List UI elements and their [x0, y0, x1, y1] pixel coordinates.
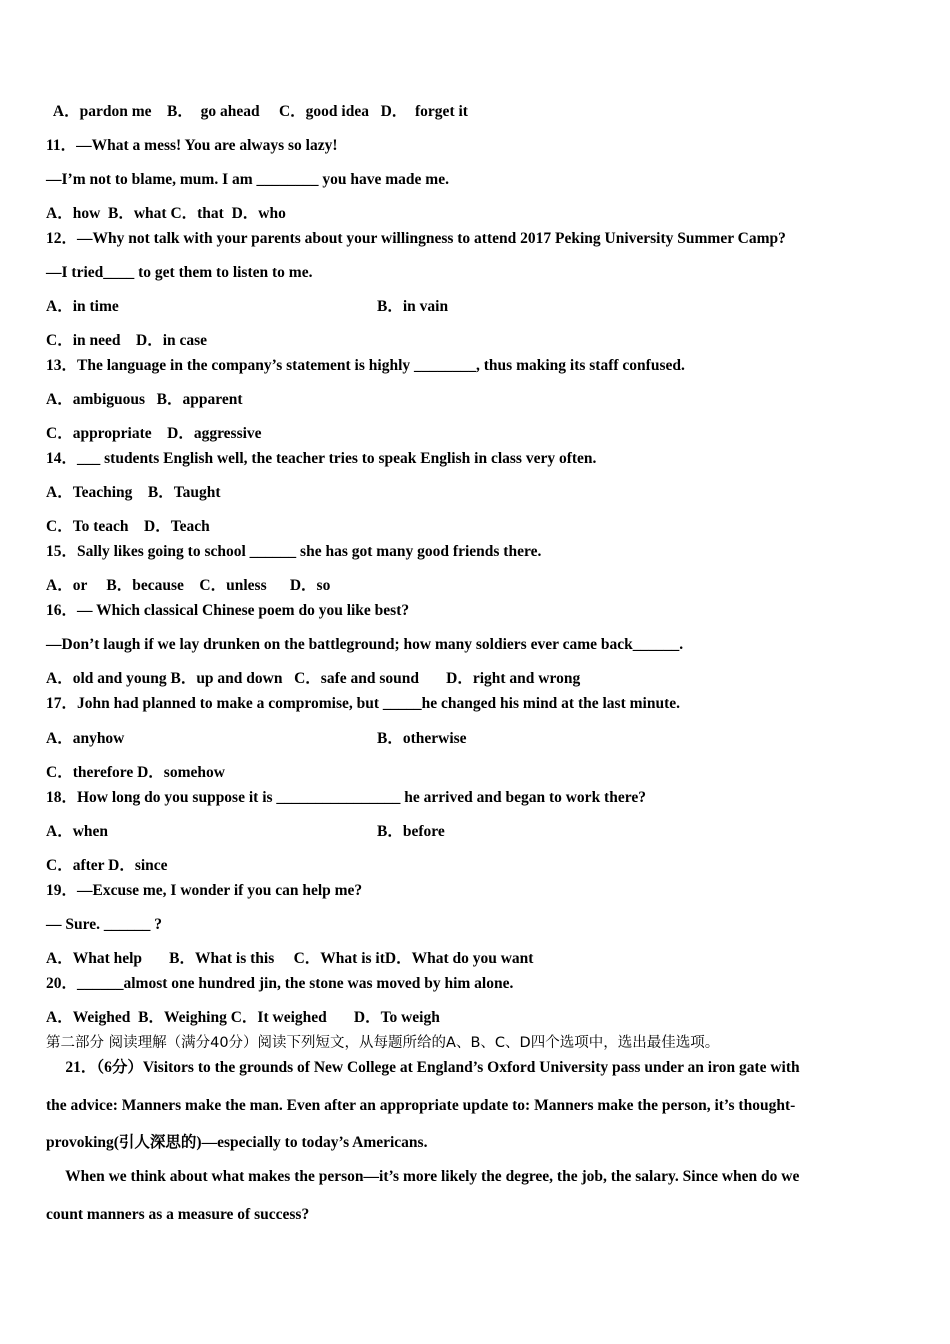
- q15-options: A．or B．because C．unless D．so: [46, 577, 331, 594]
- q12-question: 12．—Why not talk with your parents about your willingness to attend 2017 Peking University Summer Camp?: [46, 230, 786, 247]
- q18-option-a: A．when: [46, 823, 109, 840]
- q10-options: A．pardon me B． go ahead C．good idea D． forget it: [46, 103, 468, 120]
- passage-line-1: 21．（6分）Visitors to the grounds of New College at England’s Oxford University pass under an iron gate with: [46, 1059, 800, 1076]
- q14-options-ab: A．Teaching B．Taught: [46, 484, 221, 501]
- q17-option-b: B．otherwise: [377, 730, 467, 747]
- q19-options: A．What help B．What is this C．What is itD．What do you want: [46, 950, 534, 967]
- passage-line-4: When we think about what makes the person—it’s more likely the degree, the job, the salary. Since when do we: [46, 1168, 800, 1185]
- section-heading: 第二部分 阅读理解（满分40分）阅读下列短文，从每题所给的A、B、C、D四个选项中，选出最佳选项。: [46, 1035, 720, 1051]
- q20-question: 20．______almost one hundred jin, the stone was moved by him alone.: [46, 975, 514, 992]
- q17-options-cd: C．therefore D．somehow: [46, 764, 225, 781]
- q11-response: —I’m not to blame, mum. I am ________ you have made me.: [46, 171, 449, 188]
- q18-options-cd: C．after D．since: [46, 857, 168, 874]
- q18-question: 18．How long do you suppose it is ________________ he arrived and began to work there?: [46, 789, 646, 806]
- q18-option-b: B．before: [377, 823, 445, 840]
- q13-question: 13．The language in the company’s statement is highly ________, thus making its staff confused.: [46, 357, 685, 374]
- q20-options: A．Weighed B．Weighing C．It weighed D．To weigh: [46, 1009, 440, 1026]
- q12-option-a: A．in time: [46, 298, 119, 315]
- q13-options-cd: C．appropriate D．aggressive: [46, 425, 262, 442]
- q17-question: 17．John had planned to make a compromise, but _____he changed his mind at the last minute.: [46, 695, 681, 712]
- q11-options: A．how B．what C．that D．who: [46, 205, 286, 222]
- q12-option-b: B．in vain: [377, 298, 449, 315]
- q16-question: 16．— Which classical Chinese poem do you like best?: [46, 602, 410, 619]
- q14-options-cd: C．To teach D．Teach: [46, 518, 210, 535]
- q13-options-ab: A．ambiguous B．apparent: [46, 391, 243, 408]
- q14-question: 14．___ students English well, the teacher tries to speak English in class very often.: [46, 450, 597, 467]
- passage-line-2: the advice: Manners make the man. Even after an appropriate update to: Manners make the person, it’s thought-: [46, 1097, 796, 1114]
- q16-response: —Don’t laugh if we lay drunken on the battleground; how many soldiers ever came back______.: [46, 636, 684, 653]
- q19-question: 19．—Excuse me, I wonder if you can help me?: [46, 882, 363, 899]
- passage-line-5: count manners as a measure of success?: [46, 1206, 310, 1223]
- passage-line-3: provoking(引人深思的)—especially to today’s Americans.: [46, 1134, 428, 1151]
- q12-response: —I tried____ to get them to listen to me.: [46, 264, 313, 281]
- q12-options-cd: C．in need D．in case: [46, 332, 208, 349]
- q17-option-a: A．anyhow: [46, 730, 125, 747]
- q11-question: 11．—What a mess! You are always so lazy!: [46, 137, 338, 154]
- q16-options: A．old and young B．up and down C．safe and sound D．right and wrong: [46, 670, 581, 687]
- q15-question: 15．Sally likes going to school ______ she has got many good friends there.: [46, 543, 542, 560]
- q19-response: — Sure. ______ ?: [46, 916, 162, 933]
